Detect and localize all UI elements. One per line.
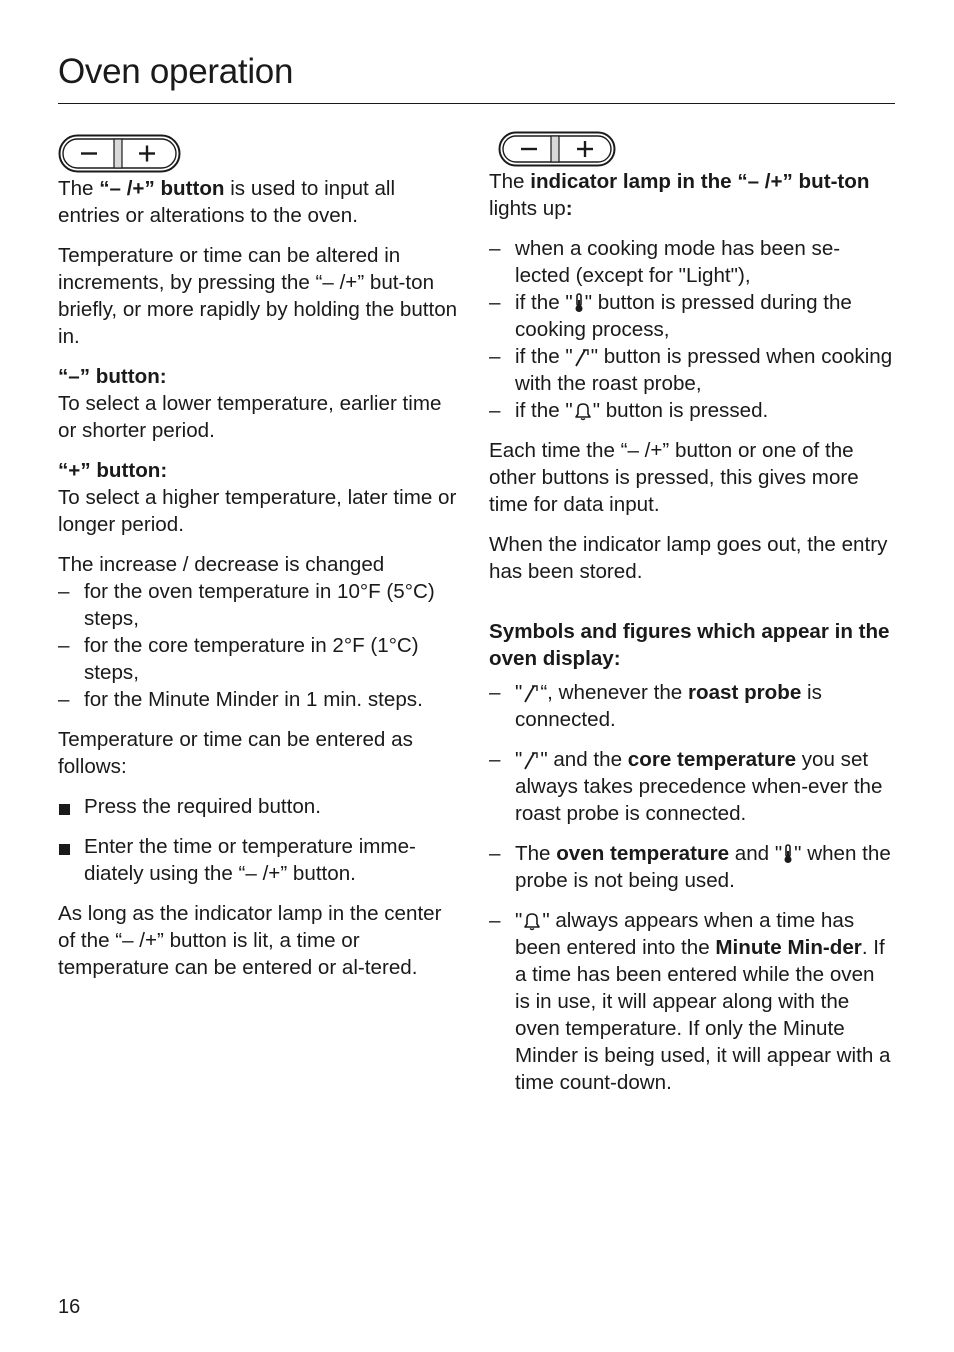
minus-description: To select a lower temperature, earlier time or shorter period.: [58, 392, 442, 442]
thermometer-icon: [574, 293, 584, 313]
intro-paragraph: The “– /+” button is used to input all entries or alterations to the oven.: [58, 177, 396, 227]
change-intro: The increase / decrease is changed: [58, 553, 385, 576]
goes-out-paragraph: When the indicator lamp goes out, the entry has been stored.: [489, 533, 888, 583]
step-item: Enter the time or temperature imme-diately using the “– /+” button.: [58, 833, 460, 887]
roast-probe-icon: [523, 683, 539, 703]
list-item: – for the core temperature in 2°F (1°C) steps,: [58, 634, 419, 684]
list-item: – " " always appears when a time has been entered into the Minute Min-der. If a time has been entered while the oven is in use, it will appear along with the oven temperature. If only the Minute Minder is being used, it will appear with a time count-down.: [489, 909, 891, 1094]
list-item: – if the " " button is pressed.: [489, 399, 769, 422]
lamp-list: [489, 235, 894, 424]
left-column: [58, 134, 460, 981]
title-rule: [58, 103, 895, 104]
each-time-paragraph: Each time the “– /+” button or one of the other buttons is pressed, this gives more time for data input.: [489, 439, 859, 516]
thermometer-icon: [783, 844, 793, 864]
page-title: Oven operation: [58, 52, 294, 91]
symbols-heading: Symbols and figures which appear in the oven display:: [489, 620, 890, 670]
list-item: – when a cooking mode has been se-lected (except for "Light"),: [489, 237, 841, 287]
lamp-paragraph: The indicator lamp in the “– /+” but-ton lights up:: [489, 170, 870, 220]
roast-probe-icon: [523, 750, 539, 770]
minus-plus-button-icon: [58, 134, 182, 174]
step-item: Press the required button.: [58, 793, 460, 820]
plus-description: To select a higher temperature, later time or longer period.: [58, 486, 457, 536]
page-number: 16: [58, 1296, 81, 1318]
change-list: [58, 578, 460, 713]
bell-icon: [523, 911, 541, 931]
increments-paragraph: Temperature or time can be altered in increments, by pressing the “– /+” but-ton briefly, or more rapidly by holding the button in.: [58, 244, 458, 348]
entry-intro: Temperature or time can be entered as follows:: [58, 728, 413, 778]
right-column: [489, 131, 894, 1096]
list-item: – The oven temperature and " " when the probe is not being used.: [489, 842, 891, 892]
steps-list: [58, 793, 460, 887]
minus-heading: “–” button:: [58, 365, 167, 388]
minus-plus-button-icon: [489, 131, 617, 168]
roast-probe-icon: [574, 347, 590, 367]
closing-paragraph: As long as the indicator lamp in the center of the “– /+” button is lit, a time or temperature can be entered or al-tered.: [58, 902, 442, 979]
plus-heading: “+” button:: [58, 459, 168, 482]
list-item: – if the " " button is pressed during the cooking process,: [489, 291, 852, 341]
list-item: – " " and the core temperature you set always takes precedence when-ever the roast probe is connected.: [489, 748, 883, 825]
list-item: – " “, whenever the roast probe is connected.: [489, 681, 822, 731]
bell-icon: [574, 401, 592, 421]
list-item: – for the Minute Minder in 1 min. steps.: [58, 688, 423, 711]
list-item: – if the " " button is pressed when cooking with the roast probe,: [489, 345, 893, 395]
list-item: – for the oven temperature in 10°F (5°C) steps,: [58, 580, 435, 630]
symbols-list: [489, 679, 894, 1096]
